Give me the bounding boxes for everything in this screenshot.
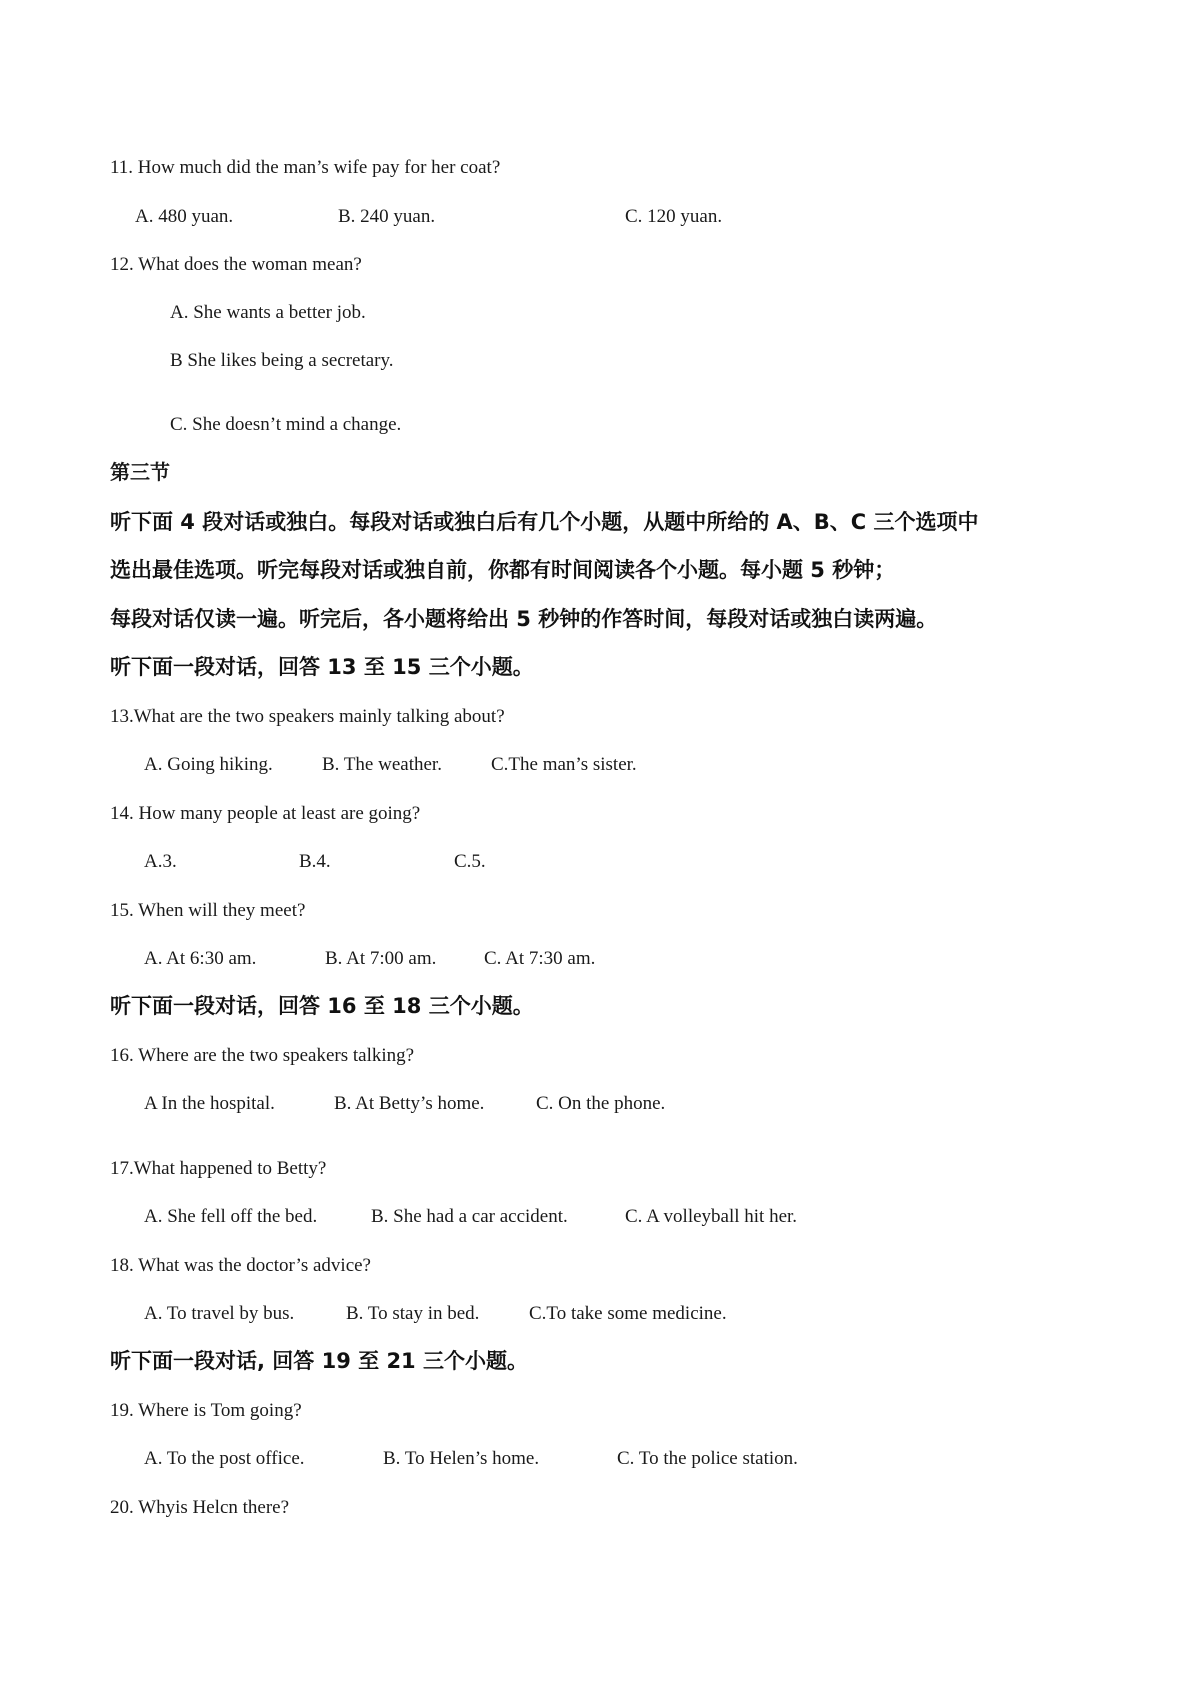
question-11: 11. How much did the man’s wife pay for her coat?: [110, 157, 501, 178]
question-12-option-a: A. She wants a better job.: [170, 302, 366, 323]
question-19-option-b: B. To Helen’s home.: [383, 1448, 540, 1469]
question-16-option-a: A In the hospital.: [144, 1093, 275, 1114]
question-19: 19. Where is Tom going?: [110, 1400, 302, 1421]
question-15-option-b: B. At 7:00 am.: [325, 948, 437, 969]
question-14: 14. How many people at least are going?: [110, 803, 421, 824]
question-17: 17.What happened to Betty?: [110, 1158, 327, 1179]
question-14-option-b: B.4.: [299, 851, 331, 872]
question-14-option-a: A.3.: [144, 851, 177, 872]
question-16-option-c: C. On the phone.: [536, 1093, 666, 1114]
dialogue-heading-1: 听下面一段对话，回答 13 至 15 三个小题。: [110, 655, 534, 679]
question-13: 13.What are the two speakers mainly talking about?: [110, 706, 505, 727]
question-12-option-b: B She likes being a secretary.: [170, 350, 394, 371]
question-18-option-c: C.To take some medicine.: [529, 1303, 727, 1324]
question-18: 18. What was the doctor’s advice?: [110, 1255, 371, 1276]
section-instructions-line-1: 听下面 4 段对话或独白。每段对话或独白后有几个小题，从题中所给的 A、B、C 三个选项中: [110, 510, 979, 534]
dialogue-heading-3: 听下面一段对话, 回答 19 至 21 三个小题。: [110, 1349, 528, 1373]
question-15-option-a: A. At 6:30 am.: [144, 948, 257, 969]
question-14-option-c: C.5.: [454, 851, 486, 872]
question-18-option-a: A. To travel by bus.: [144, 1303, 295, 1324]
question-11-option-b: B. 240 yuan.: [338, 206, 436, 227]
question-15-option-c: C. At 7:30 am.: [484, 948, 596, 969]
question-12: 12. What does the woman mean?: [110, 254, 362, 275]
question-19-option-c: C. To the police station.: [617, 1448, 798, 1469]
question-11-option-a: A. 480 yuan.: [135, 206, 234, 227]
question-15: 15. When will they meet?: [110, 900, 306, 921]
section-instructions-line-3: 每段对话仅读一遍。听完后，各小题将给出 5 秒钟的作答时间，每段对话或独白读两遍。: [110, 607, 938, 631]
question-16-option-b: B. At Betty’s home.: [334, 1093, 485, 1114]
dialogue-heading-2: 听下面一段对话，回答 16 至 18 三个小题。: [110, 994, 534, 1018]
question-13-option-b: B. The weather.: [322, 754, 442, 775]
section-instructions-line-2: 选出最佳选项。听完每段对话或独自前，你都有时间阅读各个小题。每小题 5 秒钟；: [110, 558, 896, 582]
question-18-option-b: B. To stay in bed.: [346, 1303, 480, 1324]
question-16: 16. Where are the two speakers talking?: [110, 1045, 415, 1066]
section-title: 第三节: [110, 460, 170, 484]
question-17-option-b: B. She had a car accident.: [371, 1206, 568, 1227]
question-17-option-a: A. She fell off the bed.: [144, 1206, 318, 1227]
question-20: 20. Whyis Helcn there?: [110, 1497, 290, 1518]
question-19-option-a: A. To the post office.: [144, 1448, 305, 1469]
question-12-option-c: C. She doesn’t mind a change.: [170, 414, 402, 435]
question-13-option-c: C.The man’s sister.: [491, 754, 637, 775]
question-11-option-c: C. 120 yuan.: [625, 206, 723, 227]
question-13-option-a: A. Going hiking.: [144, 754, 273, 775]
question-17-option-c: C. A volleyball hit her.: [625, 1206, 798, 1227]
